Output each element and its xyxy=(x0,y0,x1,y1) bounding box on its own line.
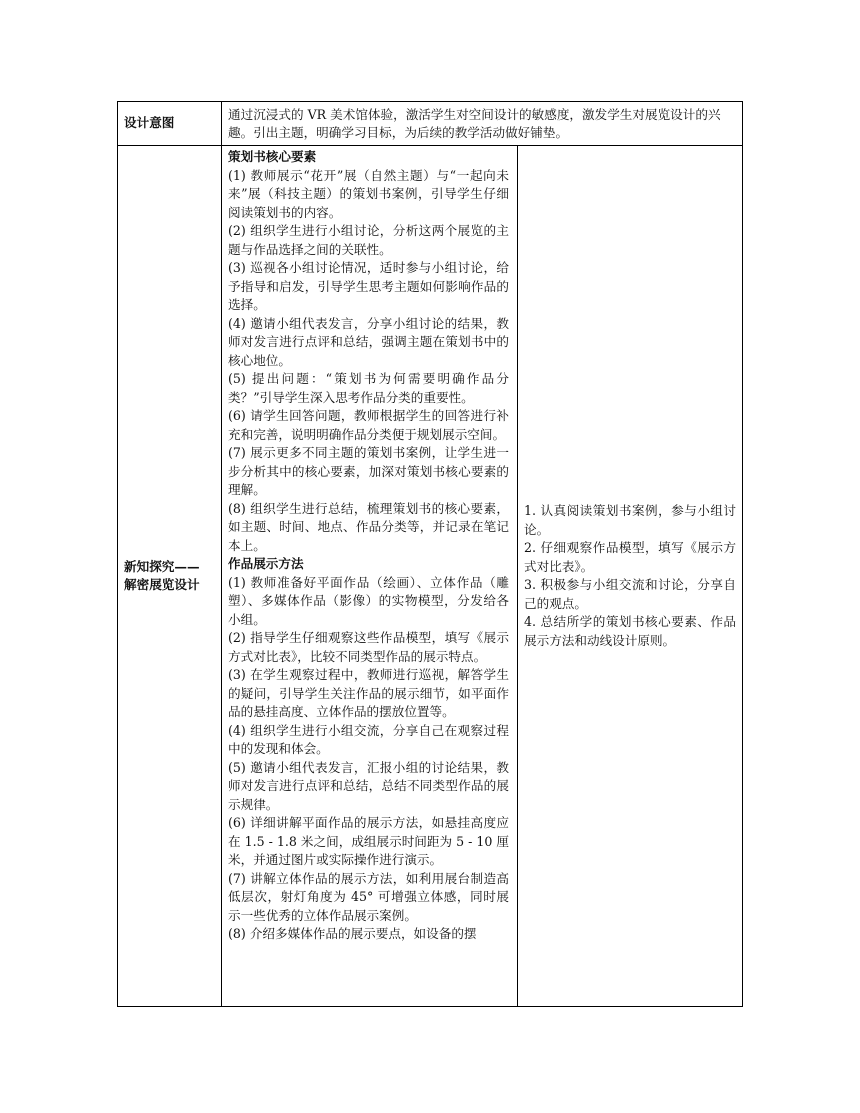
teacher-activities-cell xyxy=(222,146,518,1007)
list-item: 2. 仔细观察作品模型，填写《展示方式对比表》。 xyxy=(524,540,736,574)
list-item: (3) 巡视各小组讨论情况，适时参与小组讨论，给予指导和启发，引导学生思考主题如何影响作品的选择。 xyxy=(228,260,509,312)
list-item: (6) 详细讲解平面作品的展示方法，如悬挂高度应在 1.5 - 1.8 米之间，成组展示时间距为 5 - 10 厘米，并通过图片或实际操作进行演示。 xyxy=(228,815,509,867)
list-item: (7) 展示更多不同主题的策划书案例，让学生进一步分析其中的核心要素，加深对策划书核心要素的理解。 xyxy=(228,445,509,497)
list-item: 4. 总结所学的策划书核心要素、作品展示方法和动线设计原则。 xyxy=(524,614,736,648)
list-item: (8) 组织学生进行总结，梳理策划书的核心要素，如主题、时间、地点、作品分类等，并记录在笔记本上。 xyxy=(228,500,509,553)
table-row-new-knowledge xyxy=(118,146,743,1007)
list-item: (2) 指导学生仔细观察这些作品模型，填写《展示方式对比表》，比较不同类型作品的展示特点。 xyxy=(228,630,509,664)
row-label-line-1: 新知探究—— xyxy=(124,558,200,574)
row-label-new-knowledge xyxy=(118,146,222,1007)
list-item: 3. 积极参与小组交流和讨论，分享自己的观点。 xyxy=(524,577,736,611)
table-row-design-intent xyxy=(118,102,743,146)
design-intent-text: 通过沉浸式的 VR 美术馆体验，激活学生对空间设计的敏感度，激发学生对展览设计的兴趣。引出主题，明确学习目标，为后续的教学活动做好铺垫。 xyxy=(222,102,743,146)
list-item: (7) 讲解立体作品的展示方法，如利用展台制造高低层次，射灯角度为 45° 可增强立体感，同时展示一些优秀的立体作品展示案例。 xyxy=(228,870,509,923)
student-activities-cell xyxy=(518,146,743,1007)
list-item: 1. 认真阅读策划书案例，参与小组讨论。 xyxy=(524,503,736,537)
list-item: (3) 在学生观察过程中，教师进行巡视，解答学生的疑问，引导学生关注作品的展示细节，如平面作品的悬挂高度、立体作品的摆放位置等。 xyxy=(228,667,509,719)
list-item: (2) 组织学生进行小组讨论，分析这两个展览的主题与作品选择之间的关联性。 xyxy=(228,223,509,257)
list-item: (8) 介绍多媒体作品的展示要点，如设备的摆 xyxy=(228,926,477,941)
section-title-display-methods: 作品展示方法 xyxy=(228,556,304,571)
list-item: (1) 教师展示“花开”展（自然主题）与“一起向未来”展（科技主题）的策划书案例，引导学生仔细阅读策划书的内容。 xyxy=(228,167,509,220)
list-item: (1) 教师准备好平面作品（绘画）、立体作品（雕塑）、多媒体作品（影像）的实物模型，分发给各小组。 xyxy=(228,574,509,627)
list-item: (6) 请学生回答问题，教师根据学生的回答进行补充和完善，说明明确作品分类便于规划展示空间。 xyxy=(228,408,509,442)
row-label-line-2: 解密展览设计 xyxy=(124,577,200,592)
lesson-plan-table xyxy=(117,101,743,1007)
list-item: (5) 邀请小组代表发言，汇报小组的讨论结果，教师对发言进行点评和总结，总结不同类型作品的展示规律。 xyxy=(228,759,509,812)
row-label-design-intent: 设计意图 xyxy=(118,102,222,146)
section-title-core-elements: 策划书核心要素 xyxy=(228,149,317,164)
list-item: (4) 组织学生进行小组交流，分享自己在观察过程中的发现和体会。 xyxy=(228,722,509,756)
list-item: (4) 邀请小组代表发言，分享小组讨论的结果，教师对发言进行点评和总结，强调主题在策划书中的核心地位。 xyxy=(228,315,509,368)
list-item: (5) 提出问题：“策划书为何需要明确作品分类？”引导学生深入思考作品分类的重要性。 xyxy=(228,371,509,405)
